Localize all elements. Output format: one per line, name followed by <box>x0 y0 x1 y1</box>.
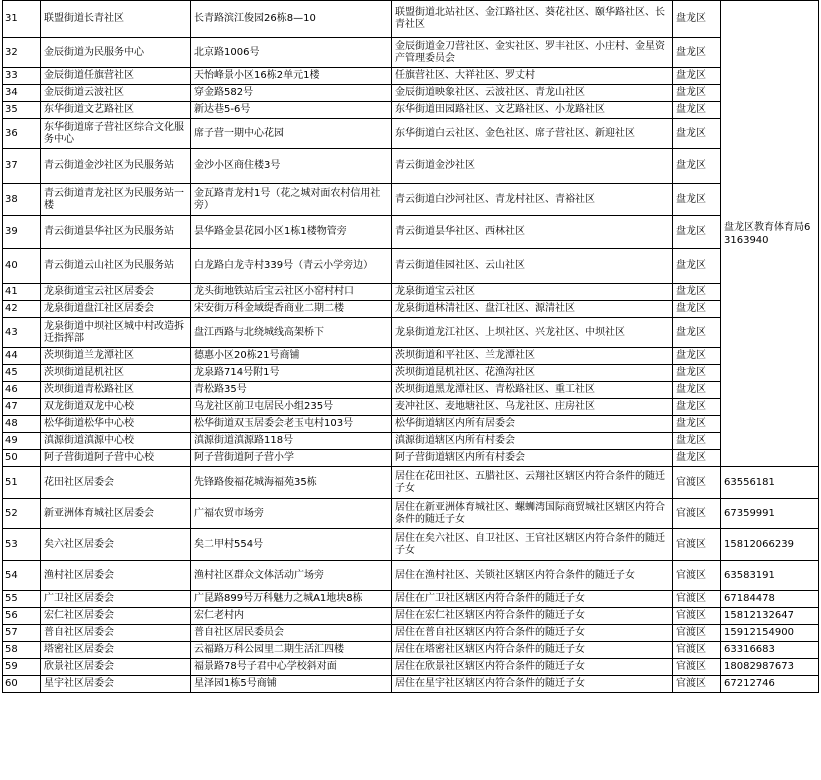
site-name: 茨坝街道青松路社区 <box>41 382 191 399</box>
row-number: 47 <box>3 399 41 416</box>
table-row <box>3 68 819 85</box>
table-row <box>3 591 819 608</box>
site-address: 云福路万科公园里二期生活汇四楼 <box>191 642 392 659</box>
district: 盘龙区 <box>673 249 721 284</box>
table-row <box>3 216 819 249</box>
row-number: 37 <box>3 149 41 184</box>
site-name: 龙泉街道中坝社区城中村改造拆迁指挥部 <box>41 318 191 348</box>
row-number: 52 <box>3 499 41 529</box>
row-number: 44 <box>3 348 41 365</box>
row-number: 46 <box>3 382 41 399</box>
site-address: 德惠小区20栋21号商铺 <box>191 348 392 365</box>
district: 官渡区 <box>673 625 721 642</box>
service-scope: 龙泉街道龙江社区、上坝社区、兴龙社区、中坝社区 <box>392 318 673 348</box>
table-row <box>3 102 819 119</box>
site-name: 青云街道青龙社区为民服务站一楼 <box>41 184 191 216</box>
site-name: 花田社区居委会 <box>41 467 191 499</box>
table-row <box>3 382 819 399</box>
service-scope: 茨坝街道黑龙潭社区、青松路社区、重工社区 <box>392 382 673 399</box>
row-number: 43 <box>3 318 41 348</box>
site-name: 星宇社区居委会 <box>41 676 191 693</box>
site-address: 松华街道双玉居委会老玉屯村103号 <box>191 416 392 433</box>
district: 盘龙区 <box>673 399 721 416</box>
table-row <box>3 149 819 184</box>
district: 盘龙区 <box>673 348 721 365</box>
table-row <box>3 416 819 433</box>
site-name: 茨坝街道兰龙潭社区 <box>41 348 191 365</box>
district: 官渡区 <box>673 561 721 591</box>
row-number: 33 <box>3 68 41 85</box>
table-row <box>3 676 819 693</box>
row-number: 51 <box>3 467 41 499</box>
district: 盘龙区 <box>673 102 721 119</box>
service-scope: 居住在新亚洲体育城社区、螺蛳湾国际商贸城社区辖区内符合条件的随迁子女 <box>392 499 673 529</box>
site-name: 金辰街道任旗营社区 <box>41 68 191 85</box>
district: 盘龙区 <box>673 365 721 382</box>
row-number: 42 <box>3 301 41 318</box>
district: 盘龙区 <box>673 216 721 249</box>
contact-phone: 15812066239 <box>721 529 819 561</box>
site-address: 星泽园1栋5号商铺 <box>191 676 392 693</box>
service-scope: 松华街道辖区内所有居委会 <box>392 416 673 433</box>
row-number: 32 <box>3 38 41 68</box>
site-name: 塔密社区居委会 <box>41 642 191 659</box>
site-address: 广福农贸市场旁 <box>191 499 392 529</box>
site-address: 白龙路白龙寺村339号（青云小学旁边） <box>191 249 392 284</box>
service-scope: 龙泉街道林清社区、盘江社区、源清社区 <box>392 301 673 318</box>
site-address: 新达巷5-6号 <box>191 102 392 119</box>
district: 官渡区 <box>673 499 721 529</box>
row-number: 54 <box>3 561 41 591</box>
district: 盘龙区 <box>673 301 721 318</box>
district: 官渡区 <box>673 529 721 561</box>
table-row <box>3 467 819 499</box>
site-name: 青云街道金沙社区为民服务站 <box>41 149 191 184</box>
table-row <box>3 399 819 416</box>
site-address: 广昆路899号万科魅力之城A1地块8栋 <box>191 591 392 608</box>
table-row <box>3 38 819 68</box>
table-row <box>3 318 819 348</box>
site-name: 东华街道文艺路社区 <box>41 102 191 119</box>
site-address: 福景路78号子君中心学校斜对面 <box>191 659 392 676</box>
site-name: 普自社区居委会 <box>41 625 191 642</box>
site-name: 渔村社区居委会 <box>41 561 191 591</box>
service-scope: 金辰街道映象社区、云波社区、青龙山社区 <box>392 85 673 102</box>
site-name: 矣六社区居委会 <box>41 529 191 561</box>
site-address: 先锋路俊福花城海福苑35栋 <box>191 467 392 499</box>
row-number: 36 <box>3 119 41 149</box>
contact-phone: 63556181 <box>721 467 819 499</box>
district: 官渡区 <box>673 467 721 499</box>
service-scope: 居住在塔密社区辖区内符合条件的随迁子女 <box>392 642 673 659</box>
row-number: 40 <box>3 249 41 284</box>
table-row <box>3 1 819 38</box>
row-number: 48 <box>3 416 41 433</box>
district: 盘龙区 <box>673 450 721 467</box>
table-row <box>3 529 819 561</box>
table-row <box>3 284 819 301</box>
site-name: 龙泉街道宝云社区居委会 <box>41 284 191 301</box>
table-row <box>3 85 819 102</box>
row-number: 49 <box>3 433 41 450</box>
contact-phone: 63583191 <box>721 561 819 591</box>
service-scope: 东华街道白云社区、金色社区、席子营社区、新迎社区 <box>392 119 673 149</box>
row-number: 38 <box>3 184 41 216</box>
service-scope: 联盟街道北站社区、金江路社区、葵花社区、颐华路社区、长青社区 <box>392 1 673 38</box>
row-number: 31 <box>3 1 41 38</box>
row-number: 45 <box>3 365 41 382</box>
site-address: 盘江西路与北绕城线高架桥下 <box>191 318 392 348</box>
district: 盘龙区 <box>673 284 721 301</box>
table-row <box>3 119 819 149</box>
row-number: 56 <box>3 608 41 625</box>
site-address: 昙华路金昙花园小区1栋1楼物管旁 <box>191 216 392 249</box>
district: 盘龙区 <box>673 85 721 102</box>
table-row <box>3 499 819 529</box>
site-address: 宏仁老村内 <box>191 608 392 625</box>
district: 盘龙区 <box>673 149 721 184</box>
table-row <box>3 301 819 318</box>
table-row <box>3 561 819 591</box>
site-name: 金辰街道云波社区 <box>41 85 191 102</box>
service-scope: 茨坝街道昆机社区、花渔沟社区 <box>392 365 673 382</box>
service-scope: 麦冲社区、麦地塘社区、乌龙社区、庄房社区 <box>392 399 673 416</box>
row-number: 41 <box>3 284 41 301</box>
site-address: 乌龙社区前卫屯居民小组235号 <box>191 399 392 416</box>
table-row <box>3 249 819 284</box>
table-row <box>3 365 819 382</box>
site-address: 北京路1006号 <box>191 38 392 68</box>
row-number: 50 <box>3 450 41 467</box>
service-scope: 居住在渔村社区、关锁社区辖区内符合条件的随迁子女 <box>392 561 673 591</box>
service-scope: 居住在花田社区、五腊社区、云翔社区辖区内符合条件的随迁子女 <box>392 467 673 499</box>
district: 盘龙区 <box>673 382 721 399</box>
district: 官渡区 <box>673 608 721 625</box>
service-scope: 滇源街道辖区内所有村委会 <box>392 433 673 450</box>
service-scope: 青云街道昙华社区、西林社区 <box>392 216 673 249</box>
district: 盘龙区 <box>673 68 721 85</box>
service-scope: 居住在宏仁社区辖区内符合条件的随迁子女 <box>392 608 673 625</box>
enrollment-sites-table <box>2 0 819 693</box>
contact-phone: 67212746 <box>721 676 819 693</box>
contact-phone: 18082987673 <box>721 659 819 676</box>
site-address: 龙头街地铁站后宝云社区小窑村村口 <box>191 284 392 301</box>
district: 盘龙区 <box>673 416 721 433</box>
district: 盘龙区 <box>673 119 721 149</box>
district: 官渡区 <box>673 642 721 659</box>
district: 官渡区 <box>673 591 721 608</box>
row-number: 58 <box>3 642 41 659</box>
service-scope: 龙泉街道宝云社区 <box>392 284 673 301</box>
site-name: 双龙街道双龙中心校 <box>41 399 191 416</box>
site-name: 青云街道昙华社区为民服务站 <box>41 216 191 249</box>
service-scope: 青云街道金沙社区 <box>392 149 673 184</box>
service-scope: 居住在欣景社区辖区内符合条件的随迁子女 <box>392 659 673 676</box>
panlong-contact: 盘龙区教育体育局63163940 <box>721 1 819 467</box>
row-number: 39 <box>3 216 41 249</box>
site-address: 金瓦路青龙村1号（花之城对面农村信用社旁） <box>191 184 392 216</box>
site-name: 青云街道云山社区为民服务站 <box>41 249 191 284</box>
service-scope: 青云街道佳园社区、云山社区 <box>392 249 673 284</box>
table-row <box>3 184 819 216</box>
district: 盘龙区 <box>673 433 721 450</box>
site-address: 矣二甲村554号 <box>191 529 392 561</box>
district: 官渡区 <box>673 676 721 693</box>
table-row <box>3 450 819 467</box>
contact-phone: 67359991 <box>721 499 819 529</box>
site-name: 东华街道席子营社区综合文化服务中心 <box>41 119 191 149</box>
district: 官渡区 <box>673 659 721 676</box>
site-address: 阿子营街道阿子营小学 <box>191 450 392 467</box>
site-address: 青松路35号 <box>191 382 392 399</box>
service-scope: 青云街道白沙河社区、青龙村社区、青裕社区 <box>392 184 673 216</box>
service-scope: 金辰街道金刀营社区、金实社区、罗丰社区、小庄村、金星资产管理委员会 <box>392 38 673 68</box>
service-scope: 阿子营街道辖区内所有村委会 <box>392 450 673 467</box>
row-number: 55 <box>3 591 41 608</box>
site-name: 欣景社区居委会 <box>41 659 191 676</box>
site-name: 松华街道松华中心校 <box>41 416 191 433</box>
service-scope: 居住在星宇社区辖区内符合条件的随迁子女 <box>392 676 673 693</box>
district: 盘龙区 <box>673 1 721 38</box>
service-scope: 居住在矣六社区、自卫社区、王官社区辖区内符合条件的随迁子女 <box>392 529 673 561</box>
site-address: 宋安街万科金域缇香商业二期二楼 <box>191 301 392 318</box>
site-name: 宏仁社区居委会 <box>41 608 191 625</box>
site-name: 阿子营街道阿子营中心校 <box>41 450 191 467</box>
site-address: 席子营一期中心花园 <box>191 119 392 149</box>
service-scope: 东华街道田园路社区、文艺路社区、小龙路社区 <box>392 102 673 119</box>
service-scope: 茨坝街道和平社区、兰龙潭社区 <box>392 348 673 365</box>
district: 盘龙区 <box>673 318 721 348</box>
site-address: 金沙小区商住楼3号 <box>191 149 392 184</box>
contact-phone: 63316683 <box>721 642 819 659</box>
row-number: 34 <box>3 85 41 102</box>
table-row <box>3 625 819 642</box>
site-address: 滇源街道滇源路118号 <box>191 433 392 450</box>
row-number: 60 <box>3 676 41 693</box>
contact-phone: 15912154900 <box>721 625 819 642</box>
site-name: 联盟街道长青社区 <box>41 1 191 38</box>
service-scope: 居住在普自社区辖区内符合条件的随迁子女 <box>392 625 673 642</box>
site-name: 滇源街道滇源中心校 <box>41 433 191 450</box>
site-address: 普自社区居民委员会 <box>191 625 392 642</box>
row-number: 59 <box>3 659 41 676</box>
contact-phone: 67184478 <box>721 591 819 608</box>
table-row <box>3 348 819 365</box>
site-name: 龙泉街道盘江社区居委会 <box>41 301 191 318</box>
service-scope: 任旗营社区、大祥社区、罗丈村 <box>392 68 673 85</box>
row-number: 35 <box>3 102 41 119</box>
table-row <box>3 642 819 659</box>
district: 盘龙区 <box>673 184 721 216</box>
table-row <box>3 608 819 625</box>
row-number: 57 <box>3 625 41 642</box>
service-scope: 居住在广卫社区辖区内符合条件的随迁子女 <box>392 591 673 608</box>
site-address: 天怡峰景小区16栋2单元1楼 <box>191 68 392 85</box>
site-address: 长青路滨江俊园26栋8—10 <box>191 1 392 38</box>
site-name: 金辰街道为民服务中心 <box>41 38 191 68</box>
row-number: 53 <box>3 529 41 561</box>
table-row <box>3 659 819 676</box>
contact-phone: 15812132647 <box>721 608 819 625</box>
table-row <box>3 433 819 450</box>
site-name: 新亚洲体育城社区居委会 <box>41 499 191 529</box>
site-name: 广卫社区居委会 <box>41 591 191 608</box>
site-name: 茨坝街道昆机社区 <box>41 365 191 382</box>
site-address: 穿金路582号 <box>191 85 392 102</box>
district: 盘龙区 <box>673 38 721 68</box>
site-address: 渔村社区群众文体活动广场旁 <box>191 561 392 591</box>
site-address: 龙泉路714号附1号 <box>191 365 392 382</box>
